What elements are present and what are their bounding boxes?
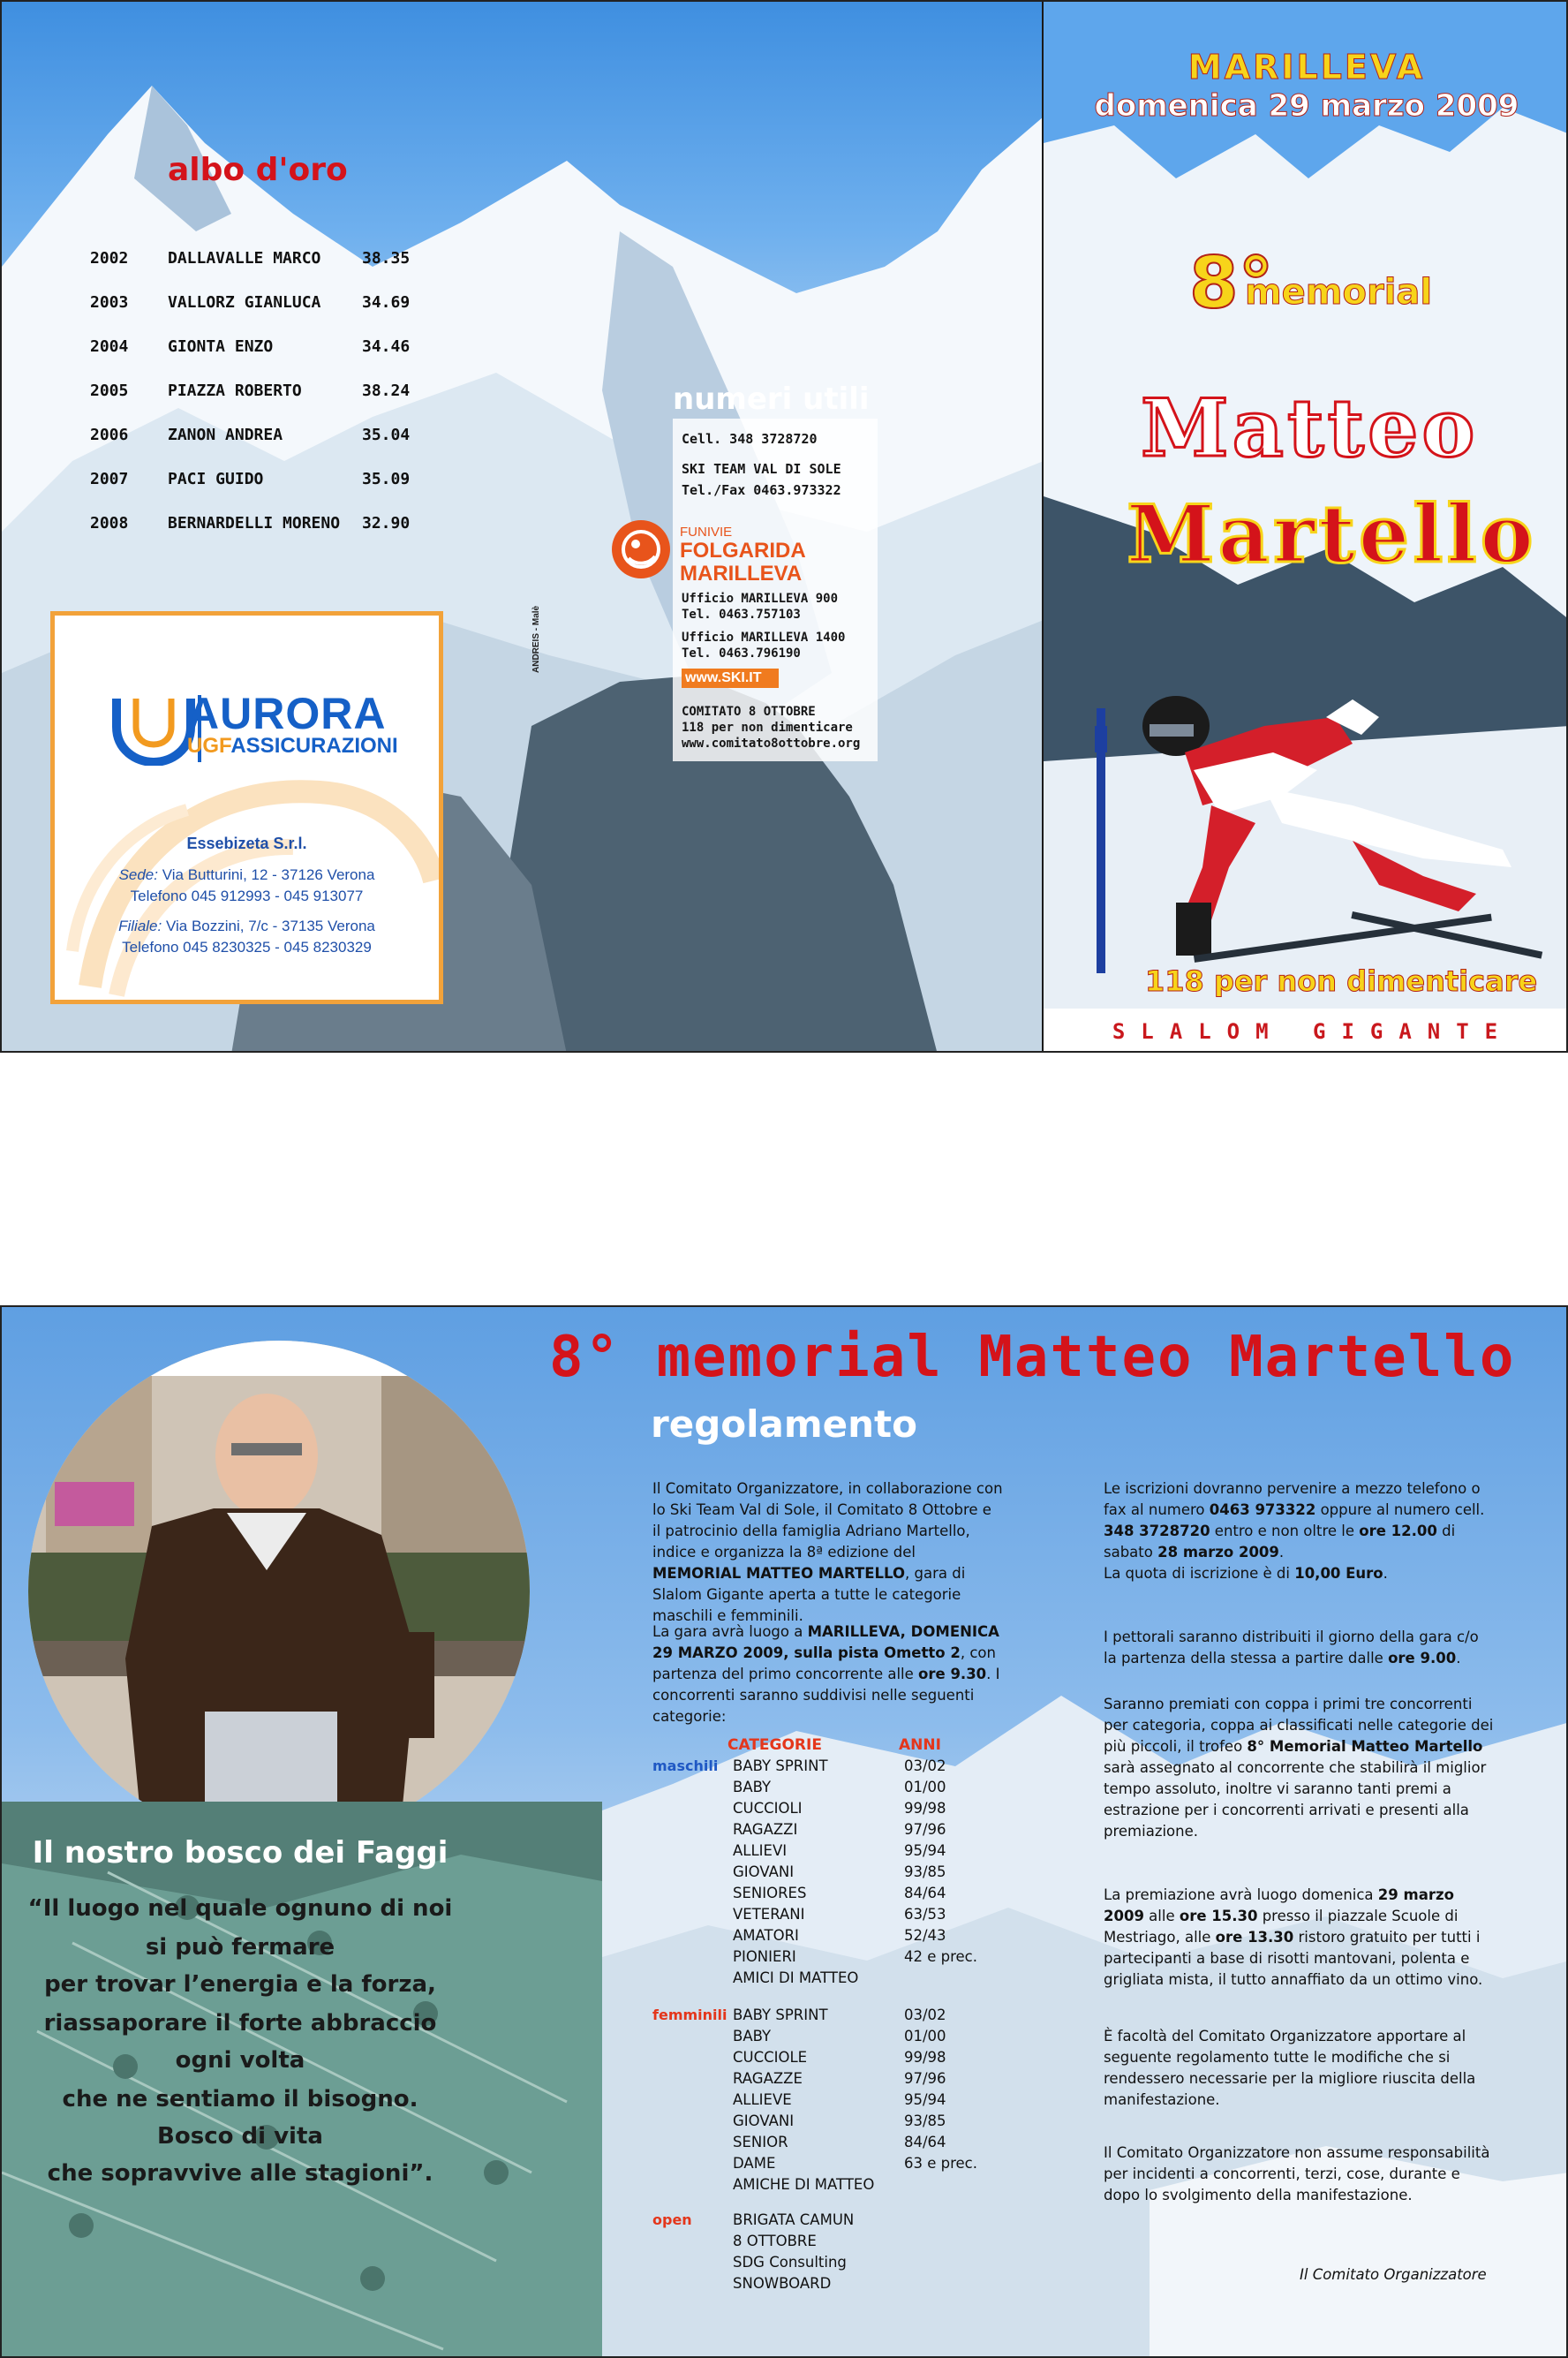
folgarida-label: FOLGARIDA	[680, 539, 806, 563]
cell-number: Cell. 348 3728720	[682, 431, 818, 447]
discipline-label: SLALOM GIGANTE	[1112, 1019, 1514, 1044]
category-name: RAGAZZI	[733, 1821, 798, 1838]
category-years: 42 e prec.	[904, 1948, 977, 1965]
prizes-paragraph	[1104, 1694, 1494, 1842]
category-years: 95/94	[904, 1842, 946, 1859]
registration-paragraph	[1104, 1478, 1494, 1584]
category-years: 84/64	[904, 1885, 946, 1901]
category-years: 99/98	[904, 1800, 946, 1817]
fold-divider	[1042, 2, 1044, 1053]
text-run: , gara di Slalom Gigante aperta a tutte le categorie maschili e femminili.	[652, 1565, 966, 1624]
filiale-address	[55, 918, 439, 935]
text-run: . I concorrenti saranno suddivisi nelle seguenti categorie:	[652, 1666, 1000, 1725]
text-run: .	[1278, 1544, 1285, 1561]
aurora-brand-name: AURORA	[187, 689, 387, 738]
albo-winner: ZANON ANDREA	[168, 426, 283, 444]
filiale-label: Filiale:	[118, 918, 162, 934]
bosco-quote-line: che ne sentiamo il bisogno.	[62, 2086, 418, 2112]
bosco-quote-line: che sopravvive alle stagioni”.	[47, 2160, 433, 2187]
category-years: 52/43	[904, 1927, 946, 1944]
portrait-photo-image	[28, 1341, 530, 1842]
albo-time: 35.04	[362, 426, 411, 444]
filiale-phone: Telefono 045 8230325 - 045 8230329	[122, 939, 372, 956]
albo-winner: DALLAVALLE MARCO	[168, 249, 321, 268]
category-years: 01/00	[904, 1779, 946, 1795]
albo-time: 35.09	[362, 470, 411, 488]
text-run: La gara avrà luogo a	[652, 1623, 808, 1640]
category-years: 03/02	[904, 2007, 946, 2023]
category-name: BABY	[733, 1779, 772, 1795]
text-run-bold: ore 15.30	[1179, 1908, 1258, 1924]
assicurazioni-label: ASSICURAZIONI	[230, 734, 398, 758]
regolamento-subtitle: regolamento	[651, 1402, 917, 1446]
text-run: Saranno premiati con coppa i primi tre concorrenti per categoria, coppa ai classificati nelle categorie dei più piccoli, il trofeo	[1104, 1696, 1494, 1755]
aurora-brand-sub	[187, 734, 398, 759]
category-name: SNOWBOARD	[733, 2275, 832, 2292]
albo-time: 34.69	[362, 293, 411, 312]
bosco-quote-line: Bosco di vita	[157, 2123, 323, 2150]
category-name: BABY	[733, 2028, 772, 2044]
category-name: CUCCIOLI	[733, 1800, 803, 1817]
filiale-address-text: Via Bozzini, 7/c - 37135 Verona	[165, 918, 375, 934]
bosco-quote-line: per trovar l’energia e la forza,	[44, 1971, 436, 1998]
category-years: 97/96	[904, 2070, 946, 2087]
bosco-quote-line: riassaporare il forte abbraccio	[43, 2010, 437, 2037]
albo-year: 2007	[90, 470, 129, 488]
tel-1400: Tel. 0463.796190	[682, 646, 801, 661]
text-run: alle	[1143, 1908, 1180, 1924]
venue-paragraph	[652, 1621, 1004, 1727]
albo-year: 2008	[90, 514, 129, 533]
albo-row	[90, 293, 426, 320]
ski-team-telfax: Tel./Fax 0463.973322	[682, 482, 841, 498]
category-name: AMATORI	[733, 1927, 799, 1944]
comitato-website-link[interactable]: www.comitato8ottobre.org	[682, 737, 861, 751]
liability-paragraph: Il Comitato Organizzatore non assume responsabilità per incidenti a concorrenti, terzi, cose, durante e dopo lo svolgimento della manifestazione.	[1104, 2144, 1490, 2203]
text-run: La quota di iscrizione è di	[1104, 1565, 1295, 1582]
category-years: 63 e prec.	[904, 2155, 977, 2172]
albo-time: 38.35	[362, 249, 411, 268]
sede-phone: Telefono 045 912993 - 045 913077	[130, 888, 364, 904]
comitato-motto: 118 per non dimenticare	[682, 721, 853, 735]
text-run: , con partenza del primo concorrente alle	[652, 1644, 996, 1682]
text-run: di sabato	[1104, 1523, 1456, 1561]
text-run: presso il piazzale Scuole di Mestriago, alle	[1104, 1908, 1459, 1946]
text-run: Il Comitato Organizzatore, in collaborazione con lo Ski Team Val di Sole, il Comitato 8 Ottobre e il patrocinio della famiglia Adriano Martello, indice e organizza la 8ª edizione del	[652, 1480, 1003, 1561]
category-name: GIOVANI	[733, 1863, 795, 1880]
text-run: sarà assegnato al concorrente che stabilirà il miglior tempo assoluto, inoltre vi saranno tanti premi a estrazione per i concorrenti arrivati e presenti alla premiazione.	[1104, 1759, 1487, 1840]
text-run: oppure al numero cell.	[1315, 1501, 1485, 1518]
category-name: VETERANI	[733, 1906, 805, 1923]
category-name: BABY SPRINT	[733, 2007, 828, 2023]
text-run: .	[1456, 1650, 1461, 1666]
category-name: SENIORES	[733, 1885, 807, 1901]
category-name: AMICI DI MATTEO	[733, 1969, 859, 1986]
folgarida-sun-logo-icon	[609, 518, 673, 581]
printer-credit: ANDREIS - Malè	[531, 605, 541, 673]
text-run: ristoro gratuito per tutti i partecipanti a base di risotti mantovani, polenta e grigliata mista, il tutto annaffiato da un ottimo vino.	[1104, 1929, 1483, 1988]
albo-time: 32.90	[362, 514, 411, 533]
numeri-utili-box	[673, 419, 878, 761]
category-years: 95/94	[904, 2091, 946, 2108]
text-run-bold: 10,00 Euro	[1294, 1565, 1383, 1582]
text-run: entro e non oltre le	[1210, 1523, 1360, 1539]
matteo-photo	[28, 1341, 530, 1842]
category-years: 93/85	[904, 1863, 946, 1880]
albo-winner: PIAZZA ROBERTO	[168, 382, 302, 400]
bosco-quote-line: si può fermare	[145, 1934, 335, 1961]
category-name: BABY SPRINT	[733, 1757, 828, 1774]
tel-900: Tel. 0463.757103	[682, 608, 801, 622]
numeri-utili-title: numeri utili	[673, 382, 870, 417]
ski-team-name: SKI TEAM VAL DI SOLE	[682, 461, 841, 477]
category-name: CUCCIOLE	[733, 2049, 808, 2066]
text-run: .	[1383, 1565, 1388, 1582]
bosco-quote-line: “Il luogo nel quale ognuno di noi	[27, 1895, 453, 1922]
cover-first-name: Matteo	[1141, 382, 1479, 475]
bosco-title: Il nostro bosco dei Faggi	[32, 1835, 449, 1871]
brochure-inside-spread	[0, 1305, 1568, 2358]
sede-address-text: Via Butturini, 12 - 37126 Verona	[162, 866, 375, 883]
albo-row	[90, 514, 426, 540]
albo-winner: VALLORZ GIANLUCA	[168, 293, 321, 312]
bib-paragraph	[1104, 1627, 1494, 1669]
text-run: I pettorali saranno distribuiti il giorno della gara c/o la partenza della stessa a partire dalle	[1104, 1629, 1479, 1666]
category-years: 97/96	[904, 1821, 946, 1838]
signature: Il Comitato Organizzatore	[1300, 2266, 1487, 2283]
text-run-bold: 8° Memorial Matteo Martello	[1247, 1738, 1483, 1755]
memorial-word: memorial	[1245, 272, 1433, 313]
albo-year: 2004	[90, 337, 129, 356]
discipline-bar	[1044, 1009, 1568, 1053]
category-name: PIONIERI	[733, 1948, 796, 1965]
text-run-bold: MEMORIAL MATTEO MARTELLO	[652, 1565, 905, 1582]
text-run-bold: ore 9.30	[918, 1666, 987, 1682]
albo-time: 34.46	[362, 337, 411, 356]
sponsor-aurora-box	[50, 611, 443, 1004]
ski-it-link[interactable]: www.SKI.IT	[682, 669, 779, 688]
albo-row	[90, 470, 426, 496]
sede-address	[55, 866, 439, 884]
category-name: 8 OTTOBRE	[733, 2233, 817, 2249]
category-years: 03/02	[904, 1757, 946, 1774]
text-run-bold: MARILLEVA, DOMENICA 29 MARZO 2009, sulla pista Ometto 2	[652, 1623, 999, 1661]
category-name: RAGAZZE	[733, 2070, 803, 2087]
albo-year: 2002	[90, 249, 129, 268]
albo-row	[90, 249, 426, 276]
giant-slalom-skier-image	[1088, 691, 1564, 982]
categories-header: CATEGORIE	[727, 1736, 822, 1754]
maschili-label: maschili	[652, 1757, 719, 1774]
albo-year: 2005	[90, 382, 129, 400]
albo-year: 2003	[90, 293, 129, 312]
awards-paragraph	[1104, 1885, 1494, 1991]
text-run-bold: 0463 973322	[1209, 1501, 1316, 1518]
forest-aerial-image	[2, 1802, 602, 2358]
cover-last-name: Martello	[1127, 487, 1537, 581]
ufficio-1400: Ufficio MARILLEVA 1400	[682, 631, 846, 645]
category-years: 93/85	[904, 2112, 946, 2129]
funivie-label: FUNIVIE	[680, 525, 733, 540]
albo-row	[90, 426, 426, 452]
text-run: Le iscrizioni dovranno pervenire a mezzo telefono o fax al numero	[1104, 1480, 1481, 1518]
category-name: DAME	[733, 2155, 776, 2172]
cover-date: domenica 29 marzo 2009	[1094, 88, 1519, 124]
category-name: ALLIEVI	[733, 1842, 788, 1859]
marilleva-label: MARILLEVA	[680, 562, 803, 586]
albo-winner: BERNARDELLI MORENO	[168, 514, 341, 533]
femminili-label: femminili	[652, 2007, 727, 2023]
page-title: 8° memorial Matteo Martello	[549, 1325, 1516, 1390]
albo-winner: PACI GUIDO	[168, 470, 264, 488]
agency-name: Essebizeta S.r.l.	[186, 835, 307, 852]
category-name: ALLIEVE	[733, 2091, 792, 2108]
text-run-bold: 28 marzo 2009	[1157, 1544, 1279, 1561]
albo-time: 38.24	[362, 382, 411, 400]
years-header: ANNI	[899, 1736, 941, 1754]
category-name: AMICHE DI MATTEO	[733, 2176, 875, 2193]
text-run-bold: ore 12.00	[1359, 1523, 1437, 1539]
changes-paragraph: È facoltà del Comitato Organizzatore apportare al seguente regolamento tutte le modifiche che si rendessero necessarie per la migliore riuscita della manifestazione.	[1104, 2028, 1476, 2108]
text-run-bold: ore 9.00	[1388, 1650, 1457, 1666]
category-name: BRIGATA CAMUN	[733, 2211, 855, 2228]
category-name: SDG Consulting	[733, 2254, 847, 2271]
ugf-label: UGF	[187, 734, 231, 758]
text-run-bold: 348 3728720	[1104, 1523, 1210, 1539]
bosco-quote-line: ogni volta	[175, 2047, 305, 2074]
text-run-bold: 29 marzo 2009	[1104, 1886, 1454, 1924]
cover-location: MARILLEVA	[1187, 48, 1426, 87]
text-run: La premiazione avrà luogo domenica	[1104, 1886, 1378, 1903]
albo-year: 2006	[90, 426, 129, 444]
category-name: SENIOR	[733, 2134, 788, 2150]
sede-label: Sede:	[118, 866, 158, 883]
edition-number: 8°	[1189, 242, 1274, 324]
category-years: 63/53	[904, 1906, 946, 1923]
albo-row	[90, 382, 426, 408]
albo-doro-title: albo d'oro	[168, 152, 348, 188]
albo-row	[90, 337, 426, 364]
category-years: 01/00	[904, 2028, 946, 2044]
albo-winner: GIONTA ENZO	[168, 337, 274, 356]
intro-paragraph	[652, 1478, 1004, 1627]
bosco-dei-faggi-panel	[2, 1802, 602, 2358]
ufficio-900: Ufficio MARILLEVA 900	[682, 592, 839, 606]
cover-tagline: 118 per non dimenticare	[1145, 964, 1538, 998]
open-label: open	[652, 2211, 692, 2228]
text-run-bold: ore 13.30	[1215, 1929, 1294, 1946]
category-years: 99/98	[904, 2049, 946, 2066]
category-years: 84/64	[904, 2134, 946, 2150]
brochure-outside-spread	[0, 0, 1568, 1053]
comitato-name: COMITATO 8 OTTOBRE	[682, 705, 816, 719]
category-name: GIOVANI	[733, 2112, 795, 2129]
